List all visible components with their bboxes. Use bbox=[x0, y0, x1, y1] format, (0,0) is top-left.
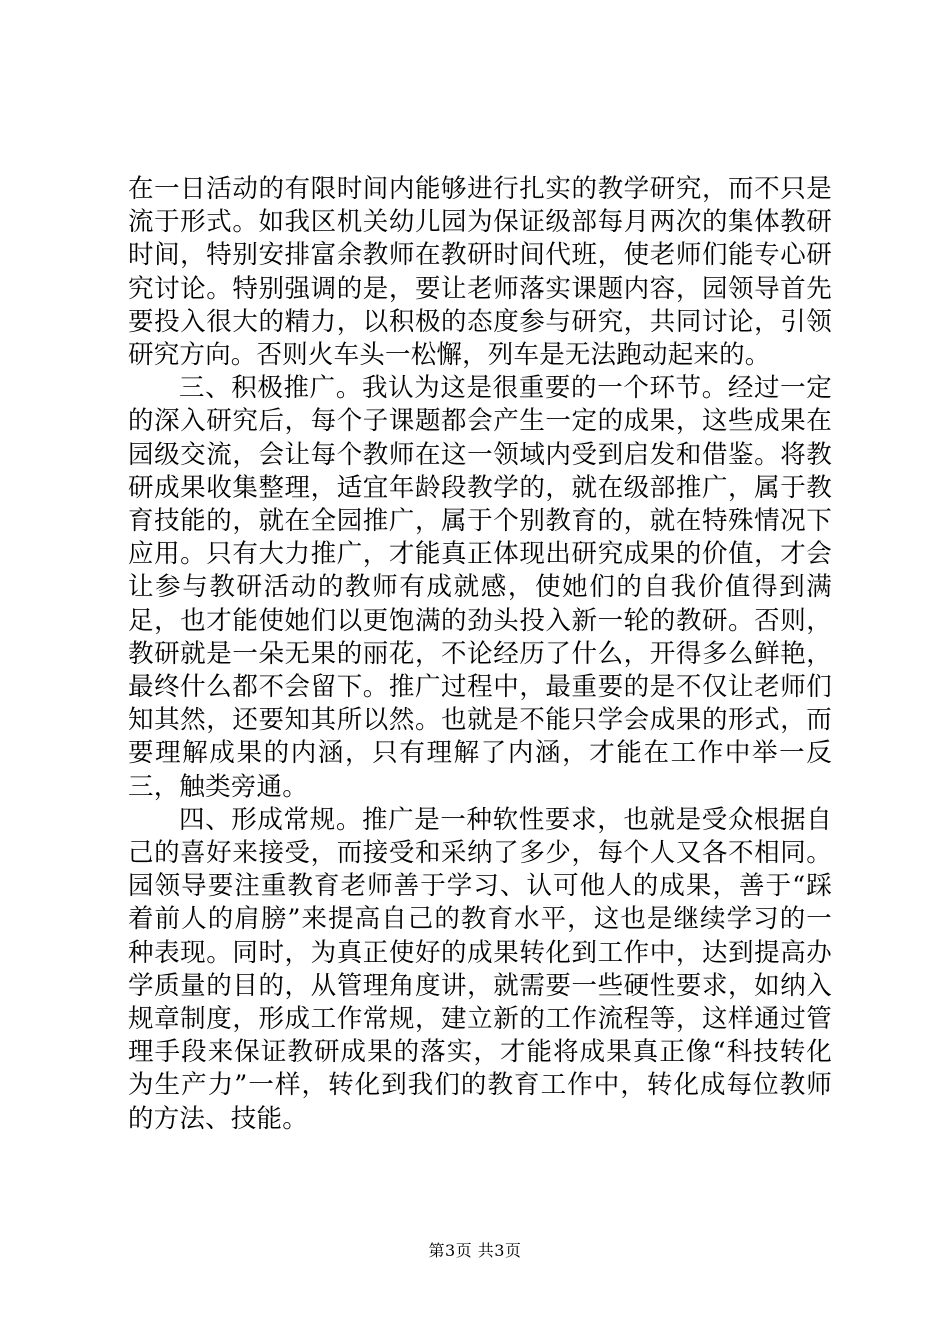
page-footer: 第3页 共3页 bbox=[428, 1241, 522, 1260]
paragraph-section-3: 三、积极推广。我认为这是很重要的一个环节。经过一定的深入研究后，每个子课题都会产生一定的成果，这些成果在园级交流，会让每个教师在这一领域内受到启发和借鉴。将教研成果收集整理，适宜年龄段教学的，就在级部推广，属于教育技能的，就在全园推广，属于个别教育的，就在特殊情况下应用。只有大力推广，才能真正体现出研究成果的价值，才会让参与教研活动的教师有成就感，使她们的自我价值得到满足，也才能使她们以更饱满的劲头投入新一轮的教研。否则，教研就是一朵无果的丽花，不论经历了什么，开得多么鲜艳，最终什么都不会留下。推广过程中，最重要的是不仅让老师们知其然，还要知其所以然。也就是不能只学会成果的形式，而要理解成果的内涵，只有理解了内涵，才能在工作中举一反三，触类旁通。 bbox=[128, 373, 832, 802]
paragraph-continuation: 在一日活动的有限时间内能够进行扎实的教学研究，而不只是流于形式。如我区机关幼儿园为保证级部每月两次的集体教研时间，特别安排富余教师在教研时间代班，使老师们能专心研究讨论。特别强调的是，要让老师落实课题内容，园领导首先要投入很大的精力，以积极的态度参与研究，共同讨论，引领研究方向。否则火车头一松懈，列车是无法跑动起来的。 bbox=[128, 174, 832, 371]
body-text bbox=[128, 173, 832, 1136]
paragraph-section-4: 四、形成常规。推广是一种软性要求，也就是受众根据自己的喜好来接受，而接受和采纳了多少，每个人又各不相同。园领导要注重教育老师善于学习、认可他人的成果，善于“踩着前人的肩膀”来提高自己的教育水平，这也是继续学习的一种表现。同时，为真正使好的成果转化到工作中，达到提高办学质量的目的，从管理角度讲，就需要一些硬性要求，如纳入规章制度，形成工作常规，建立新的工作流程等，这样通过管理手段来保证教研成果的落实，才能将成果真正像“科技转化为生产力”一样，转化到我们的教育工作中，转化成每位教师的方法、技能。 bbox=[128, 804, 832, 1134]
